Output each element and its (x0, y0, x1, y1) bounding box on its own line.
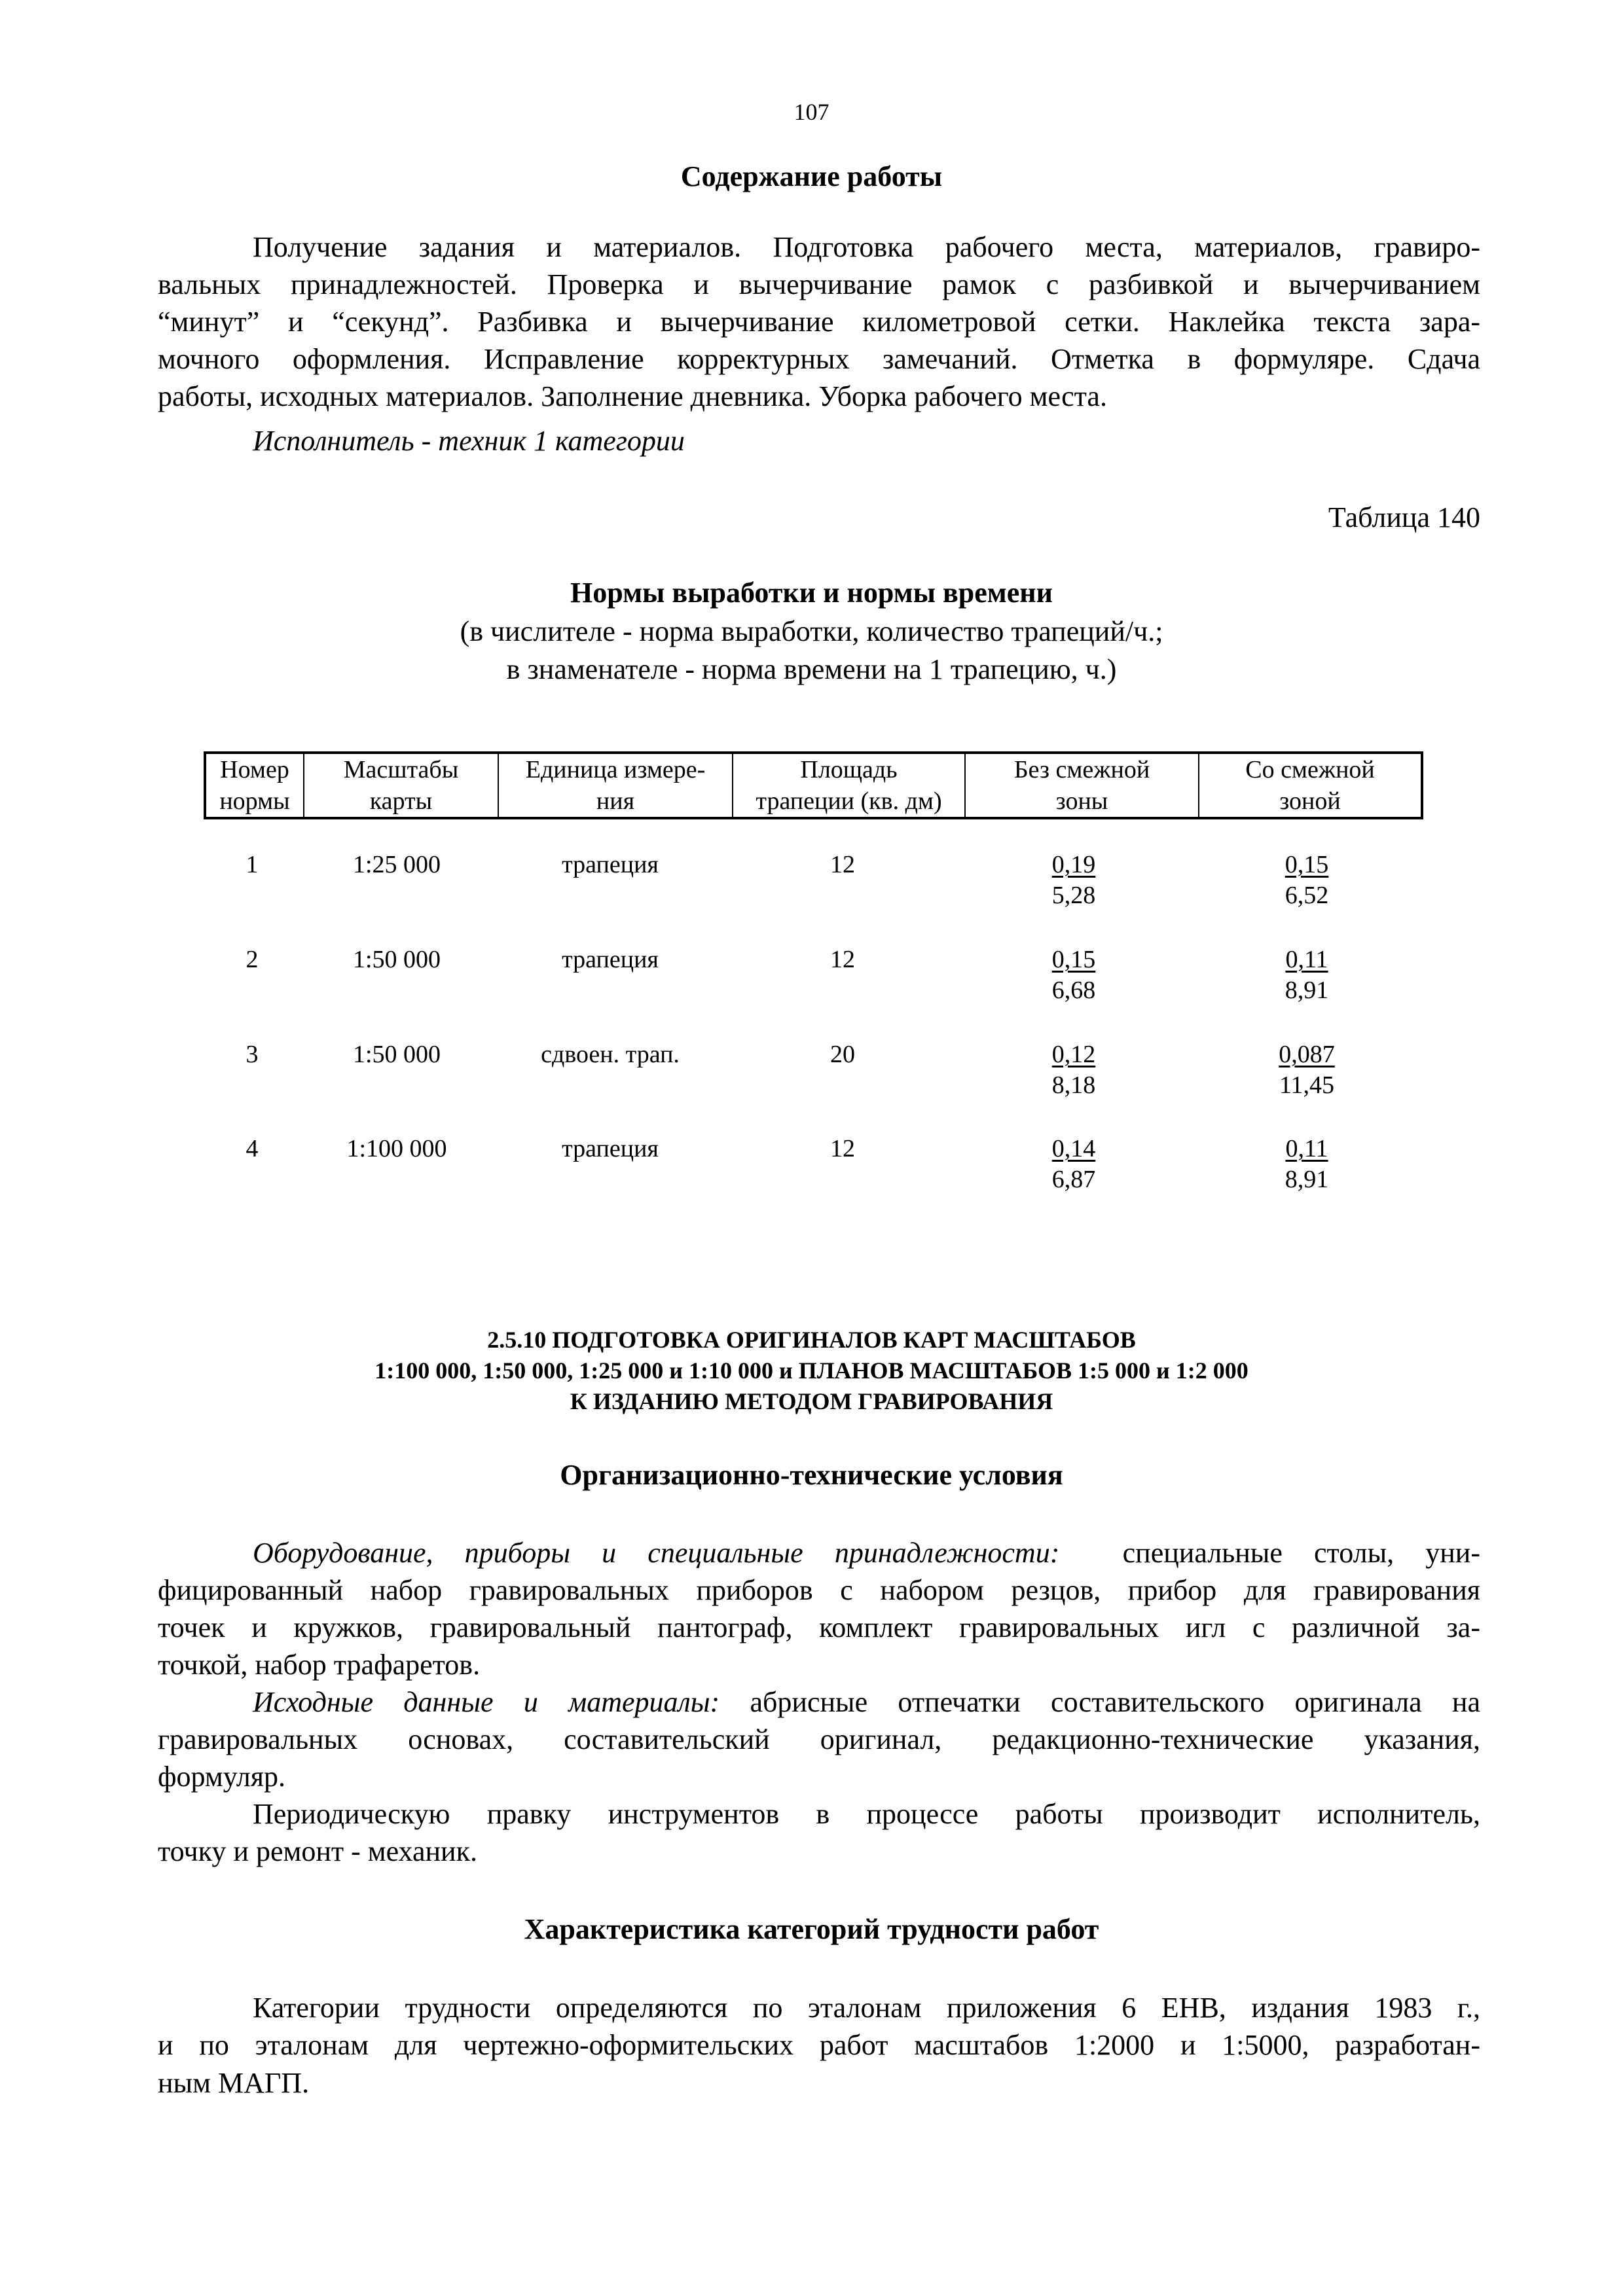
text-line: Исходные данные и материалы: абрисные отпечатки составительского оригинала на (253, 1686, 1480, 1718)
header-without-adjacent: Без смежной зоны (965, 753, 1199, 818)
cell-without-adjacent-numerator: 0,15 (1051, 946, 1096, 973)
section-heading-line: 1:100 000, 1:50 000, 1:25 000 и 1:10 000 и ПЛАНОВ МАСШТАБОВ 1:5 000 и 1:2 000 (374, 1357, 1249, 1384)
text-line: Оборудование, приборы и специальные принадлежности: специальные столы, уни- (253, 1537, 1481, 1569)
cell-area: 12 (830, 946, 855, 973)
performer-line: Исполнитель - техник 1 категории (253, 425, 685, 457)
cell-area: 20 (830, 1041, 855, 1068)
text-line: точкой, набор трафаретов. (158, 1649, 481, 1681)
text-line: фицированный набор гравировальных приборов с набором резцов, прибор для гравирования (158, 1574, 1480, 1606)
text-line: Получение задания и материалов. Подготовка рабочего места, материалов, гравиро- (253, 231, 1480, 263)
cell-without-adjacent-denominator: 6,87 (1051, 1166, 1096, 1193)
norms-table-header (204, 751, 1423, 819)
cell-without-adjacent-denominator: 8,18 (1051, 1071, 1096, 1099)
cell-with-adjacent-numerator: 0,15 (1285, 851, 1329, 878)
cell-without-adjacent-numerator: 0,19 (1051, 851, 1096, 878)
section-heading-line: К ИЗДАНИЮ МЕТОДОМ ГРАВИРОВАНИЯ (570, 1388, 1053, 1414)
cell-with-adjacent-denominator: 6,52 (1285, 882, 1329, 909)
cell-with-adjacent-denominator: 8,91 (1285, 1166, 1329, 1193)
cell-unit: трапеция (562, 1135, 659, 1162)
table-subtitle-line: (в числителе - норма выработки, количество трапеций/ч.; (460, 615, 1163, 647)
cell-unit: трапеция (562, 946, 659, 973)
difficulty-title: Характеристика категорий трудности работ (524, 1913, 1099, 1945)
text-line: вальных принадлежностей. Проверка и вычерчивание рамок с разбивкой и вычерчиванием (158, 268, 1480, 300)
cell-without-adjacent-numerator: 0,14 (1051, 1135, 1096, 1162)
text-line: точку и ремонт - механик. (158, 1835, 477, 1867)
cell-map-scale: 1:25 000 (352, 851, 441, 878)
cell-with-adjacent-numerator: 0,087 (1279, 1041, 1335, 1068)
section-title-work-content: Содержание работы (680, 160, 943, 192)
cell-with-adjacent-denominator: 8,91 (1285, 977, 1329, 1004)
table-title: Нормы выработки и нормы времени (570, 577, 1053, 609)
cell-area: 12 (830, 851, 855, 878)
cell-unit: трапеция (562, 851, 659, 878)
table-label: Таблица 140 (1328, 501, 1480, 533)
text-line: Периодическую правку инструментов в процессе работы производит исполнитель, (253, 1798, 1480, 1830)
table-subtitle-line: в знаменателе - норма времени на 1 трапецию, ч.) (506, 653, 1117, 685)
cell-norm-number: 4 (246, 1135, 259, 1162)
cell-map-scale: 1:50 000 (352, 946, 441, 973)
cell-without-adjacent-numerator: 0,12 (1051, 1041, 1096, 1068)
cell-norm-number: 2 (246, 946, 259, 973)
cell-area: 12 (830, 1135, 855, 1162)
text-line: ным МАГП. (158, 2067, 310, 2099)
text-line: точек и кружков, гравировальный пантограф, комплект гравировальных игл с различной за- (158, 1611, 1480, 1643)
page-number: 107 (793, 99, 830, 125)
text-line: “минут” и “секунд”. Разбивка и вычерчивание километровой сетки. Наклейка текста зара- (158, 306, 1480, 338)
cell-map-scale: 1:50 000 (352, 1041, 441, 1068)
text-line: Категории трудности определяются по эталонам приложения 6 ЕНВ, издания 1983 г., (253, 1992, 1480, 2024)
header-map-scale: Масштабы карты (304, 753, 498, 818)
text-line: работы, исходных материалов. Заполнение дневника. Уборка рабочего места. (158, 380, 1107, 412)
org-tech-conditions-title: Организационно-технические условия (560, 1459, 1063, 1491)
text-line: и по эталонам для чертежно-оформительских работ масштабов 1:2000 и 1:5000, разработан- (158, 2029, 1480, 2061)
header-unit: Единица измере- ния (498, 753, 733, 818)
text-line: формуляр. (158, 1761, 285, 1793)
cell-with-adjacent-numerator: 0,11 (1285, 1135, 1328, 1162)
cell-norm-number: 3 (246, 1041, 259, 1068)
text-line: гравировальных основах, составительский оригинал, редакционно-технические указания, (158, 1723, 1480, 1755)
cell-without-adjacent-denominator: 6,68 (1051, 977, 1096, 1004)
cell-unit: сдвоен. трап. (541, 1041, 680, 1068)
header-with-adjacent: Со смежной зоной (1199, 753, 1422, 818)
text-line: мочного оформления. Исправление корректурных замечаний. Отметка в формуляре. Сдача (158, 343, 1480, 375)
cell-with-adjacent-denominator: 11,45 (1279, 1071, 1335, 1099)
cell-norm-number: 1 (246, 851, 259, 878)
section-heading-line: 2.5.10 ПОДГОТОВКА ОРИГИНАЛОВ КАРТ МАСШТАБОВ (487, 1327, 1136, 1353)
cell-map-scale: 1:100 000 (346, 1135, 447, 1162)
cell-without-adjacent-denominator: 5,28 (1051, 882, 1096, 909)
header-area: Площадь трапеции (кв. дм) (733, 753, 965, 818)
header-norm-number: Номер нормы (205, 753, 304, 818)
cell-with-adjacent-numerator: 0,11 (1285, 946, 1328, 973)
